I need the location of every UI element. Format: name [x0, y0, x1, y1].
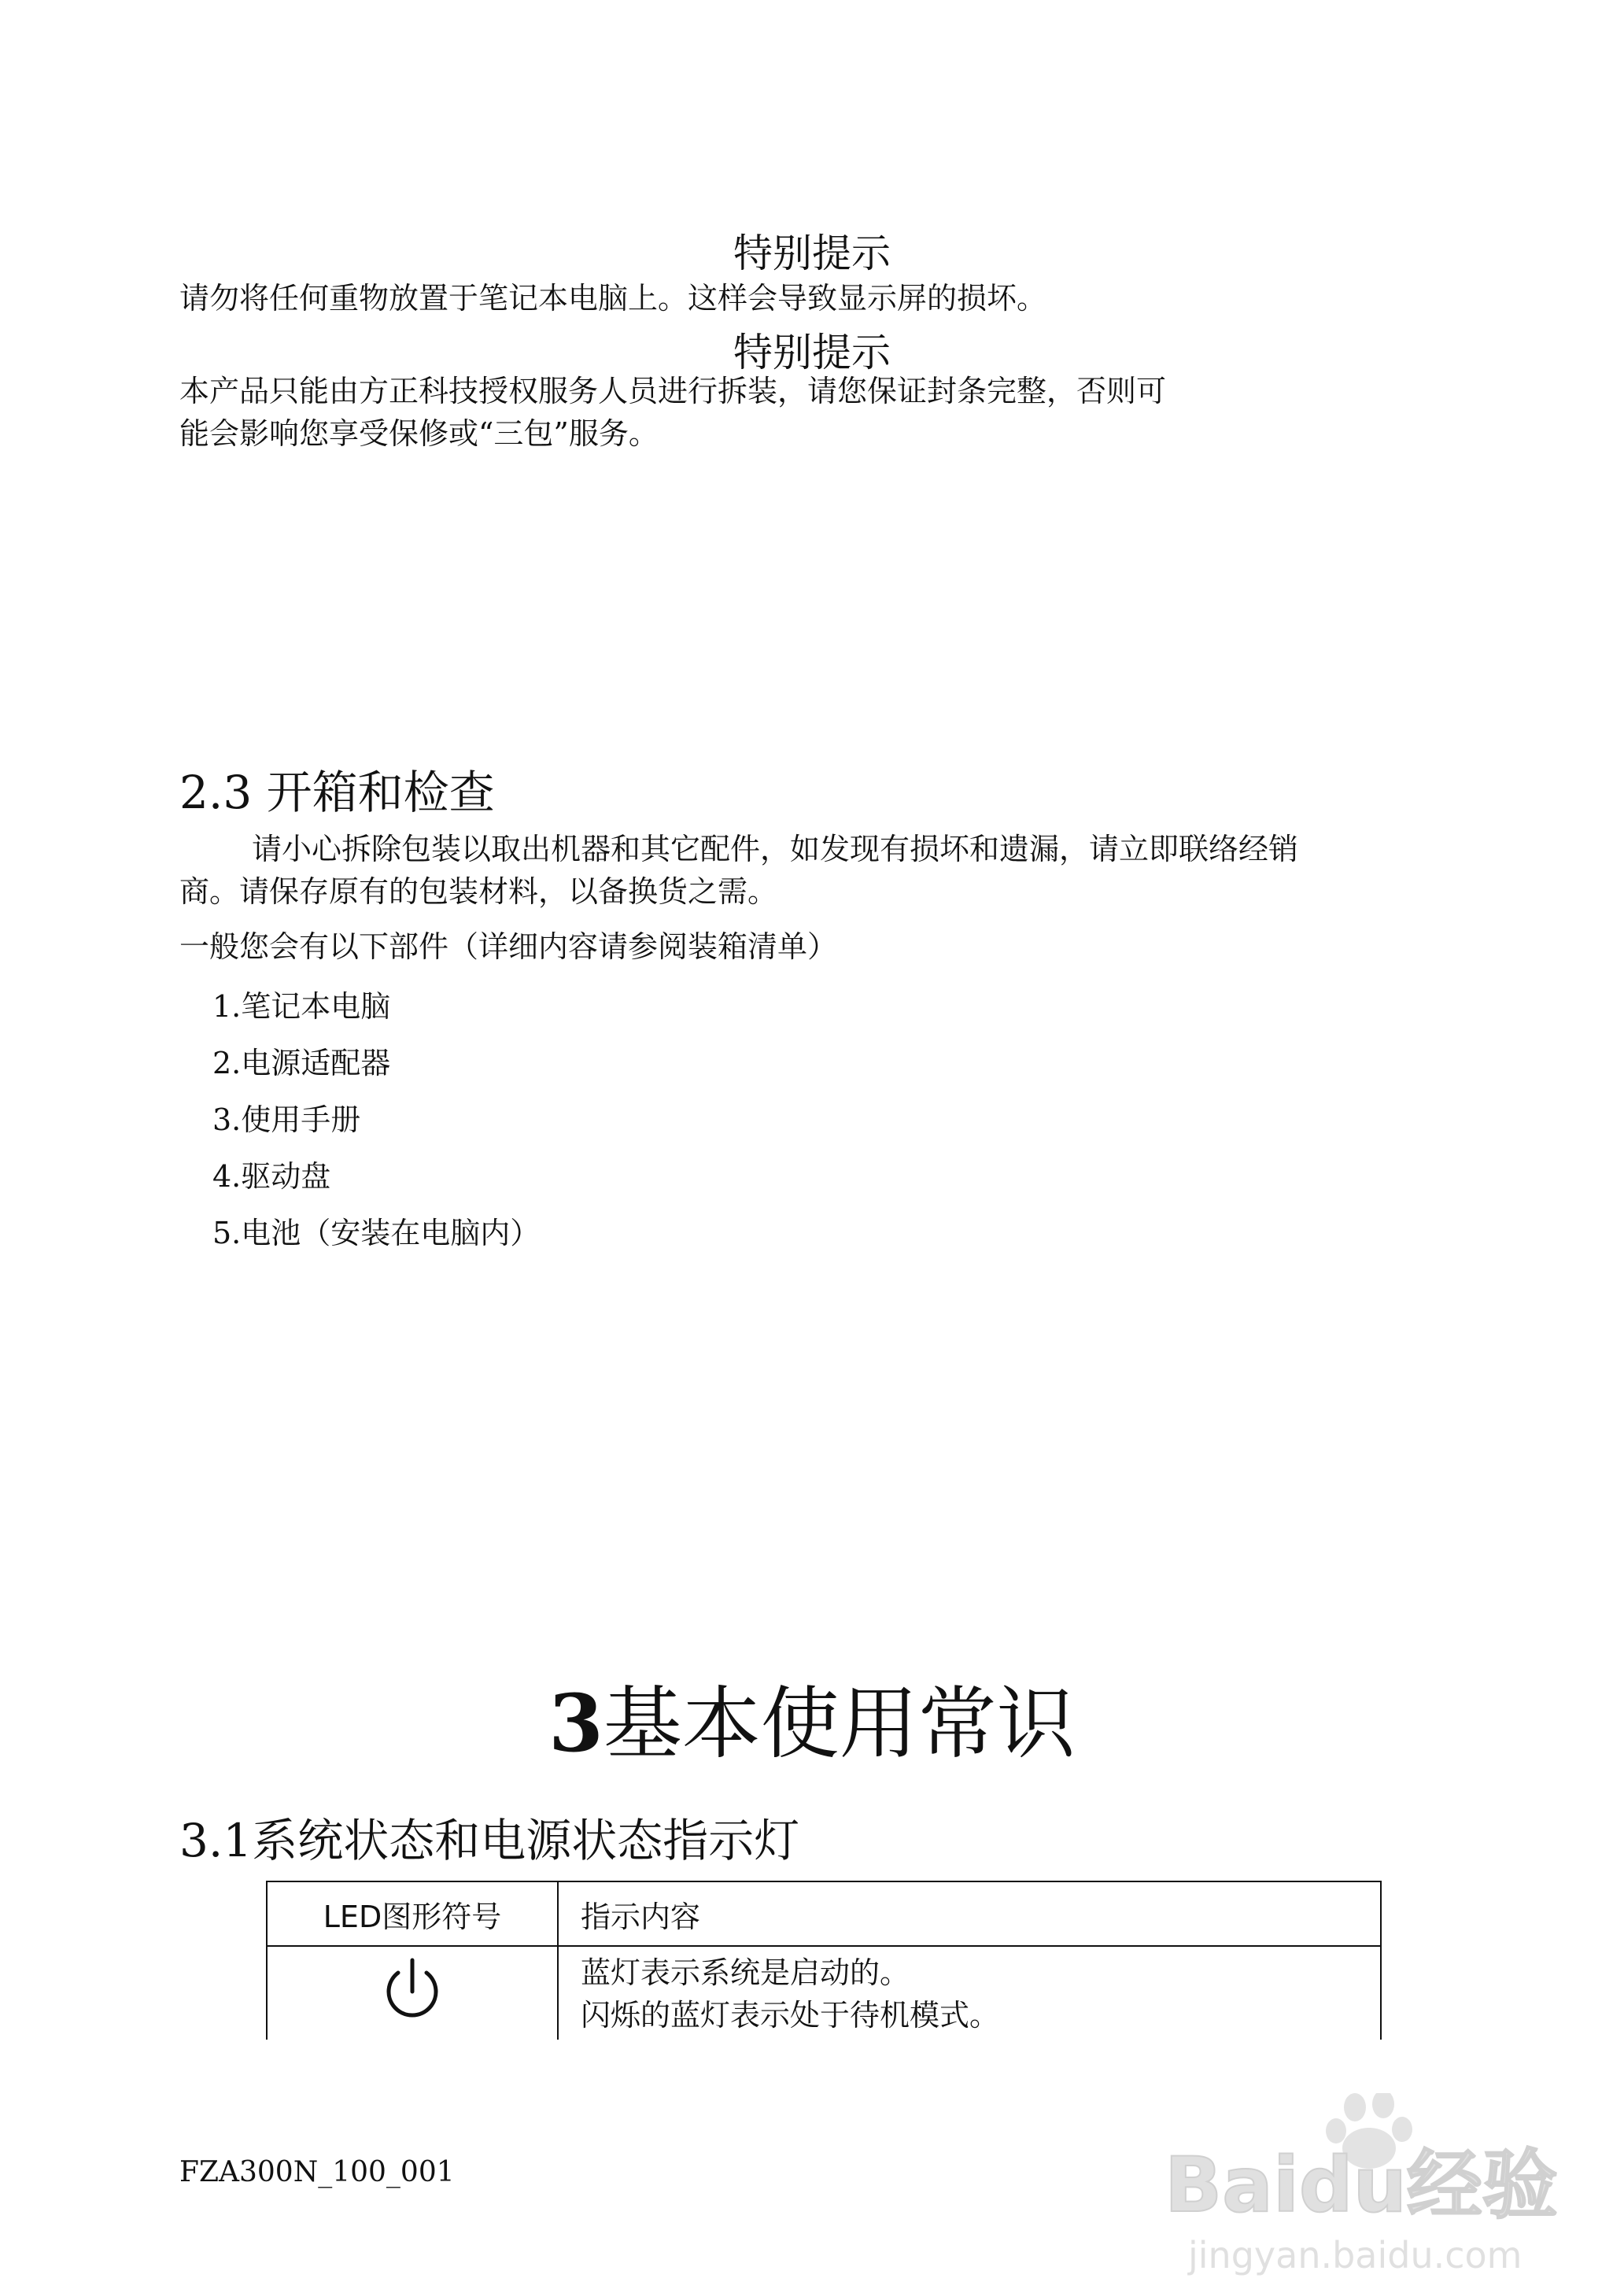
baidu-watermark: [1157, 2093, 1597, 2282]
notice-text: 能会影响您享受保修或“三包”服务。: [179, 416, 659, 451]
list-item: 1.笔记本电脑: [212, 989, 391, 1024]
notice-title: 特别提示: [733, 330, 891, 375]
section-paragraph: 商。请保存原有的包装材料，以备换货之需。: [179, 874, 778, 909]
table-header-row: [267, 1881, 1381, 1946]
notice-text: 请勿将任何重物放置于笔记本电脑上。这样会导致显示屏的损坏。: [179, 281, 1047, 316]
chapter-heading: 基本使用常识: [603, 1678, 1076, 1770]
section-paragraph: 请小心拆除包装以取出机器和其它配件，如发现有损坏和遗漏，请立即联络经销: [252, 832, 1299, 866]
header-cell: 指示内容: [558, 1881, 1381, 1946]
list-item: 2.电源适配器: [212, 1046, 391, 1080]
watermark-url: jingyan.baidu.com: [1188, 2234, 1522, 2276]
notice-text: 本产品只能由方正科技授权服务人员进行拆装，请您保证封条完整，否则可: [179, 374, 1167, 408]
footer-code: FZA300N_100_001: [179, 2156, 455, 2188]
chapter-title: [0, 1660, 1624, 1774]
header-cell: LED图形符号: [267, 1881, 558, 1946]
list-item: 5.电池（安装在电脑内）: [212, 1216, 541, 1250]
notice-title: 特别提示: [733, 231, 891, 276]
chapter-number: 3: [548, 1677, 603, 1770]
table-row: [267, 1946, 1381, 2040]
list-item: 3.使用手册: [212, 1102, 361, 1137]
section-title: 2.3 开箱和检查: [179, 766, 495, 819]
description-line: 蓝灯表示系统是启动的。: [581, 1955, 910, 1990]
description-cell: [558, 1946, 1381, 2040]
power-icon: [375, 1952, 450, 2028]
led-table: [266, 1881, 1382, 2040]
symbol-cell: [267, 1946, 558, 2040]
baidu-paw-icon: [1157, 2093, 1597, 2282]
watermark-brand: Baidu经验: [1164, 2141, 1558, 2229]
section-title: 3.1系统状态和电源状态指示灯: [179, 1814, 800, 1867]
description-line: 闪烁的蓝灯表示处于待机模式。: [581, 1998, 1000, 2033]
parts-intro: 一般您会有以下部件（详细内容请参阅装箱清单）: [179, 929, 838, 964]
list-item: 4.驱动盘: [212, 1159, 331, 1194]
